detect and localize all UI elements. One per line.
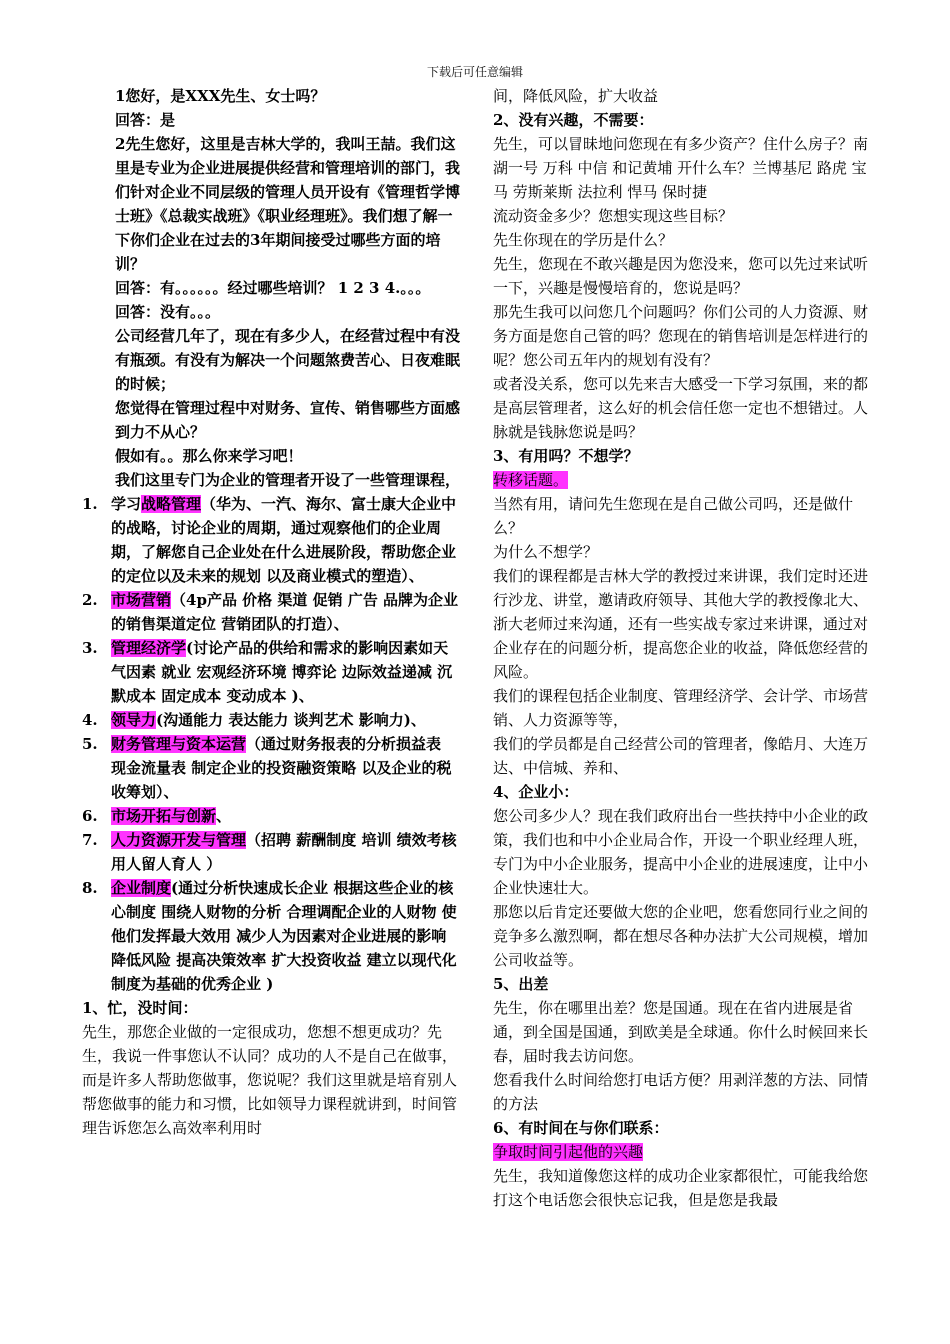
section-travel-body: 先生，你在哪里出差？您是国通。现在在省内进展是省通，到全国是国通，到欧美是全球通。你什么时候回来长春，届时我去访问您。 [493, 999, 869, 1065]
course-number: 7. [82, 831, 98, 849]
right-column [493, 84, 875, 1212]
section-contact-later-body: 先生，我知道像您这样的成功企业家都很忙，可能我给您打这个电话您会很快忘记我，但是您是我最 [493, 1167, 869, 1209]
course-description: （通过财务报表的分析损益表 现金流量表 制定企业的投资融资策略 以及企业的税收筹划）、 [111, 735, 452, 801]
section-no-interest-trial: 先生，您现在不敢兴趣是因为您没来，您可以先过来试听一下，兴趣是慢慢培育的，您说是吗？ [493, 255, 869, 297]
section-useful-why: 为什么不想学？ [493, 543, 599, 561]
section-useful-answer: 当然有用，请问先生您现在是自己做公司吗，还是做什么？ [493, 495, 854, 537]
course-prefix: 学习 [111, 495, 142, 513]
intro-greeting: 1您好，是XXX先生、女士吗？ [115, 87, 326, 105]
course-number: 5. [82, 735, 98, 753]
course-highlight: 人力资源开发与管理 [111, 831, 247, 849]
section-travel-callback: 您看我什么时间给您打电话方便？用剥洋葱的方法、同情的方法 [493, 1071, 869, 1113]
section-no-interest-network: 或者没关系，您可以先来吉大感受一下学习氛围，来的都是高层管理者，这么好的机会信任您一定也不想错过。人脉就是钱脉您说是吗？ [493, 375, 869, 441]
intro-self-introduction: 2先生您好，这里是吉林大学的，我叫王喆。我们这里是专业为企业进展提供经营和管理培训的部门，我们针对企业不同层级的管理人员开设有《管理哲学博士班》《总裁实战班》《职业经理班》。我们想了解一下你们企业在过去的3年期间接受过哪些方面的培训？ [115, 135, 461, 273]
section-useful-tip-wrap [493, 468, 875, 492]
section-useful-teachers: 我们的课程都是吉林大学的教授过来讲课，我们定时还进行沙龙、讲堂，邀请政府领导、其他大学的教授像北大、浙大老师过来沟通，还有一些实战专家过来讲课，通过对企业存在的问题分析，提高您企业的收益，降低您经营的风险。 [493, 567, 869, 681]
section-useful-title: 3、有用吗？不想学？ [493, 447, 639, 465]
intro-question-difficulty: 您觉得在管理过程中对财务、宣传、销售哪些方面感到力不从心？ [115, 399, 461, 441]
intro-answer-yes: 回答：是 [115, 111, 176, 129]
intro-invite: 假如有。。那么你来学习吧！ [115, 447, 303, 465]
intro-courses-lead: 我们这里专门为企业的管理者开设了一些管理课程， [115, 471, 461, 489]
course-highlight: 市场营销 [111, 591, 172, 609]
section-contact-later-tip: 争取时间引起他的兴趣 [493, 1143, 644, 1161]
section-contact-later-tip-wrap [493, 1140, 875, 1164]
course-highlight: 市场开拓与创新 [111, 807, 217, 825]
course-highlight: 企业制度 [111, 879, 172, 897]
course-description: (讨论产品的供给和需求的影响因素如天气因素 就业 宏观经济环境 博弈论 边际效益递减 沉默成本 固定成本 变动成本 )、 [111, 639, 453, 705]
section-busy-body: 先生，那您企业做的一定很成功，您想不想更成功？先生，我说一件事您认不认同？成功的人不是自己在做事，而是许多人帮助您做事，您说呢？我们这里就是培育别人帮您做事的能力和习惯，比如领导力课程就讲到，时间管理告诉您怎么高效率利用时 [82, 1023, 458, 1137]
section-small-company-title: 4、企业小： [493, 783, 579, 801]
course-number: 1. [82, 495, 98, 513]
course-item-strategy [82, 492, 460, 588]
course-number: 8. [82, 879, 98, 897]
course-description: (沟通能力 表达能力 谈判艺术 影响力)、 [156, 711, 426, 729]
course-description: （华为、一汽、海尔、富士康大企业中的战略，讨论企业的周期，通过观察他们的企业周期，了解您自己企业处在什么进展阶段，帮助您企业的定位以及未来的规划 以及商业模式的塑造）、 [111, 495, 457, 585]
section-useful-students: 我们的学员都是自己经营公司的管理者，像皓月、大连万达、中信城、养和、 [493, 735, 869, 777]
section-no-interest-assets: 先生，可以冒昧地问您现在有多少资产？住什么房子？南湖一号 万科 中信 和记黄埔 开什么车？兰博基尼 路虎 宝马 劳斯莱斯 法拉利 悍马 保时捷 [493, 135, 869, 201]
course-number: 6. [82, 807, 98, 825]
course-highlight: 财务管理与资本运营 [111, 735, 247, 753]
section-no-interest-education: 先生你现在的学历是什么？ [493, 231, 674, 249]
course-highlight: 战略管理 [141, 495, 202, 513]
section-useful-courses: 我们的课程包括企业制度、管理经济学、会计学、市场营销、人力资源等等， [493, 687, 869, 729]
section-busy-continued: 间，降低风险，扩大收益 [493, 87, 659, 105]
course-description: （招聘 薪酬制度 培训 绩效考核 用人留人育人 ） [111, 831, 457, 873]
course-highlight: 管理经济学 [111, 639, 187, 657]
course-item-innovation [82, 804, 460, 828]
intro-question-company: 公司经营几年了，现在有多少人，在经营过程中有没有瓶颈。有没有为解决一个问题煞费苦心、日夜难眠的时候； [115, 327, 461, 393]
section-small-company-growth: 那您以后肯定还要做大您的企业吧，您看您同行业之间的竞争多么激烈啊，都在想尽各种办法扩大公司规模，增加公司收益等。 [493, 903, 869, 969]
course-item-hr [82, 828, 460, 876]
course-description: 、 [216, 807, 232, 825]
course-description: (通过分析快速成长企业 根据这些企业的核心制度 围绕人财物的分析 合理调配企业的人财物 使他们发挥最大效用 减少人为因素对企业进展的影响 降低风险 提高决策效率 扩大投资收益 建立以现代化制度为基础的优秀企业 ) [111, 879, 457, 993]
section-no-interest-title: 2、没有兴趣，不需要： [493, 111, 654, 129]
section-useful-tip: 转移话题。 [493, 471, 569, 489]
course-item-system [82, 876, 460, 996]
course-item-finance [82, 732, 460, 804]
section-contact-later-title: 6、有时间在与你们联系： [493, 1119, 669, 1137]
course-highlight: 领导力 [111, 711, 157, 729]
section-small-company-policy: 您公司多少人？现在我们政府出台一些扶持中小企业的政策，我们也和中小企业局合作，开设一个职业经理人班，专门为中小企业服务，提高中小企业的进展速度，让中小企业快速壮大。 [493, 807, 869, 897]
section-busy-title: 1、忙，没时间： [82, 999, 198, 1017]
course-number: 2. [82, 591, 98, 609]
page-header: 下载后可任意编辑 [426, 65, 523, 79]
course-item-leadership [82, 708, 460, 732]
section-no-interest-funds: 流动资金多少？您想实现这些目标？ [493, 207, 734, 225]
course-item-marketing [82, 588, 460, 636]
course-description: （4p产品 价格 渠道 促销 广告 品牌为企业的销售渠道定位 营销团队的打造）、 [111, 591, 459, 633]
course-number: 4. [82, 711, 98, 729]
left-column [82, 84, 460, 1140]
intro-answer-no: 回答：没有。。。 [115, 303, 221, 321]
course-item-economics [82, 636, 460, 708]
section-travel-title: 5、出差 [493, 975, 549, 993]
intro-answer-has-training: 回答：有。。。。。。经过哪些培训？ 1 2 3 4.。。。 [115, 279, 431, 297]
course-number: 3. [82, 639, 98, 657]
section-no-interest-questions: 那先生我可以问您几个问题吗？你们公司的人力资源、财务方面是您自己管的吗？您现在的销售培训是怎样进行的呢？您公司五年内的规划有没有？ [493, 303, 869, 369]
